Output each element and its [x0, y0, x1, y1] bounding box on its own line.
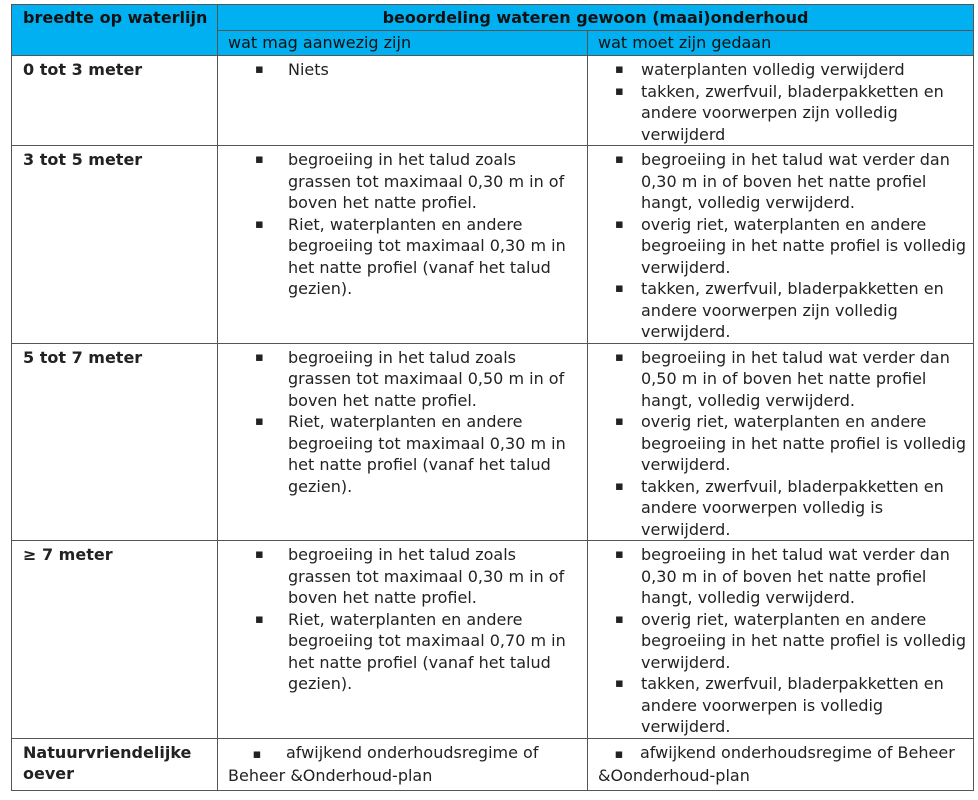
- list-item: ▪ begroeiing in het talud zoals grassen tot maximaal 0,30 m in of boven het natte profiel.: [255, 545, 565, 607]
- header-width-label: breedte op waterlijn: [12, 5, 218, 56]
- required-cell: [588, 56, 974, 146]
- list-item: ▪ overig riet, waterplanten en andere begroeiing in het natte profiel is volledig verwijderd.: [615, 609, 966, 672]
- bullet-icon: ▪: [255, 216, 264, 232]
- list-item: ▪ Niets: [255, 60, 329, 79]
- list-item: ▪ overig riet, waterplanten en andere begroeiing in het natte profiel is volledig verwijderd.: [615, 214, 966, 277]
- bullet-icon: ▪: [255, 547, 264, 562]
- table-row: [12, 541, 974, 739]
- bullet-icon: ▪: [615, 281, 624, 296]
- list-item: ▪ begroeiing in het talud zoals grassen tot maximaal 0,30 m in of boven het natte profiel.: [255, 150, 565, 212]
- list-item: ▪ takken, zwerfvuil, bladerpakketten en andere voorwerpen is volledig verwijderd.: [615, 674, 944, 736]
- bullet-icon: ▪: [615, 62, 624, 77]
- bullet-icon: ▪: [615, 547, 624, 562]
- row-width-label: Natuurvriendelijke oever: [12, 738, 218, 790]
- row-width-label: 3 tot 5 meter: [12, 146, 218, 344]
- list-item: ▪ takken, zwerfvuil, bladerpakketten en andere voorwerpen zijn volledig verwijderd: [615, 81, 944, 144]
- header-required: wat moet zijn gedaan: [588, 31, 974, 56]
- list-item: ▪ takken, zwerfvuil, bladerpakketten en andere voorwerpen volledig is verwijderd.: [615, 476, 944, 539]
- required-cell: [588, 343, 974, 541]
- allowed-cell: [218, 738, 588, 790]
- required-cell: [588, 738, 974, 790]
- row-width-label: ≥ 7 meter: [12, 541, 218, 739]
- header-row: [12, 5, 974, 31]
- table-row: [12, 738, 974, 790]
- bullet-icon: ▪: [615, 152, 624, 167]
- allowed-cell: [218, 56, 588, 146]
- required-cell: [588, 541, 974, 739]
- bullet-icon: ▪: [252, 746, 262, 762]
- table-row: [12, 343, 974, 541]
- bullet-icon: ▪: [615, 611, 624, 627]
- bullet-icon: ▪: [615, 478, 624, 494]
- bullet-icon: ▪: [255, 349, 264, 365]
- bullet-icon: ▪: [255, 611, 264, 627]
- bullet-icon: ▪: [615, 216, 624, 232]
- list-item: ▪ afwijkend onderhoudsregime of Beheer &Onderhoud-plan: [228, 742, 539, 785]
- list-item: ▪ afwijkend onderhoudsregime of Beheer &Oonderhoud-plan: [598, 742, 955, 785]
- required-cell: [588, 146, 974, 344]
- bullet-icon: ▪: [615, 349, 624, 365]
- table-row: [12, 56, 974, 146]
- allowed-cell: [218, 146, 588, 344]
- list-item: ▪ begroeiing in het talud wat verder dan 0,50 m in of boven het natte profiel hangt, volledig verwijderd.: [615, 347, 950, 410]
- header-title: beoordeling wateren gewoon (maai)onderhoud: [218, 5, 974, 31]
- allowed-cell: [218, 541, 588, 739]
- list-item: ▪ waterplanten volledig verwijderd: [615, 60, 905, 79]
- header-allowed: wat mag aanwezig zijn: [218, 31, 588, 56]
- list-item: ▪ takken, zwerfvuil, bladerpakketten en andere voorwerpen zijn volledig verwijderd.: [615, 279, 944, 341]
- bullet-icon: ▪: [255, 414, 264, 429]
- row-width-label: 0 tot 3 meter: [12, 56, 218, 146]
- bullet-icon: ▪: [614, 746, 624, 762]
- bullet-icon: ▪: [615, 414, 624, 429]
- allowed-cell: [218, 343, 588, 541]
- bullet-icon: ▪: [615, 83, 624, 99]
- list-item: ▪ Riet, waterplanten en andere begroeiing tot maximaal 0,70 m in het natte profiel (vanaf het talud gezien).: [255, 609, 566, 693]
- list-item: ▪ overig riet, waterplanten en andere begroeiing in het natte profiel is volledig verwijderd.: [615, 412, 966, 474]
- list-item: ▪ begroeiing in het talud wat verder dan 0,30 m in of boven het natte profiel hangt, volledig verwijderd.: [615, 150, 950, 212]
- list-item: ▪ begroeiing in het talud wat verder dan 0,30 m in of boven het natte profiel hangt, volledig verwijderd.: [615, 545, 950, 607]
- row-width-label: 5 tot 7 meter: [12, 343, 218, 541]
- table-row: [12, 146, 974, 344]
- bullet-icon: ▪: [255, 152, 264, 167]
- maintenance-assessment-table: [11, 4, 974, 791]
- list-item: ▪ Riet, waterplanten en andere begroeiing tot maximaal 0,30 m in het natte profiel (vanaf het talud gezien).: [255, 412, 566, 496]
- list-item: ▪ Riet, waterplanten en andere begroeiing tot maximaal 0,30 m in het natte profiel (vanaf het talud gezien).: [255, 214, 566, 298]
- bullet-icon: ▪: [255, 62, 264, 77]
- bullet-icon: ▪: [615, 676, 624, 691]
- list-item: ▪ begroeiing in het talud zoals grassen tot maximaal 0,50 m in of boven het natte profiel.: [255, 347, 565, 410]
